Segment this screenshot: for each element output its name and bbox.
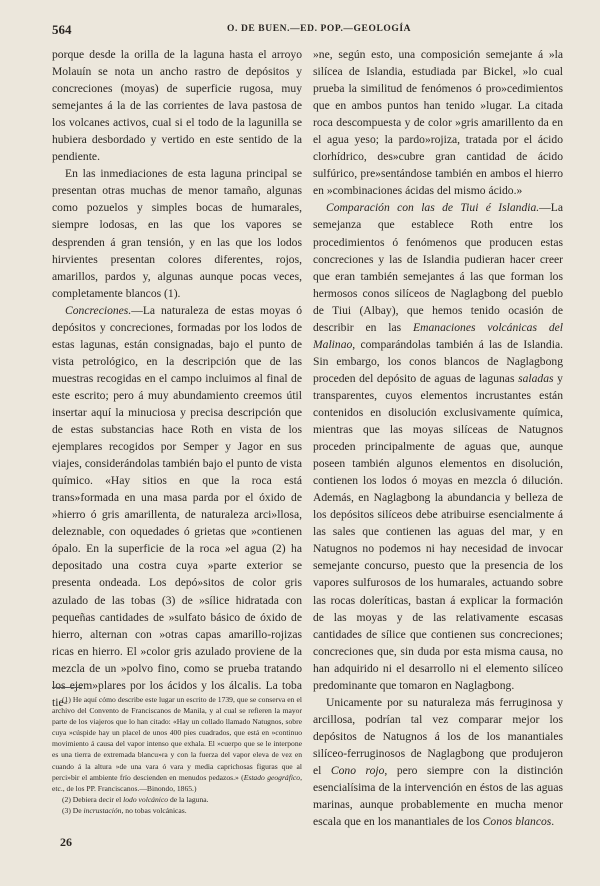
right-column [313,46,563,830]
footnotes [52,694,302,816]
left-column [52,46,302,711]
paragraph: »ne, según esto, una composición semejante á »la silícea de Islandia, estudiada par Bickel, »lo cual prueba la similitud de fenómenos ó pro»cedimientos que en ambos puntos han tenido »lugar. La citada roca descompuesta y de color »gris amarillento da en el agua yeso; la pardo»rojiza, tratada por el ácido clorhídrico, des»cubre gran cantidad de ácido sulfúrico, pre»sentándose también en ambos el hierro en »combinaciones ácidas del mismo ácido.» [313,48,563,198]
section-title: Concreciones. [65,303,132,317]
footnote: (2) Debiera decir el lodo volcánico de la laguna. [62,794,209,804]
paragraph: En las inmediaciones de esta laguna principal se presentan otras muchas de menor tamaño, algunas como pozuelos y simples bocas de humarales, siempre lodosas, en las que los vapores se desprenden á gran tensión, y en las que los lodos hirvientes presentan colores diferentes, rojos, amarillos, pardos y, algunas aunque pocas veces, completamente blancos (1). [52,167,302,300]
running-head: O. DE BUEN.—ED. POP.—GEOLOGÍA [227,24,412,34]
page-header [52,22,562,40]
paragraph: Unicamente por su naturaleza más ferruginosa y arcillosa, podrían tal vez comparar mejor los depósitos de Natugnos á los de los manantiales silíceo-ferruginosos de Naglagbong que produjeron el Cono rojo, pero siempre con la distinción esencialísima de la intervención en éstos de las aguas marinas, aunque probablemente en mucha menor escala que en los manantiales de los Conos blancos. [313,695,564,829]
paragraph: Concreciones.—La naturaleza de estas moyas ó depósitos y concreciones, formadas por los lodos de estas lagunas, están consignadas, bajo el punto de vista petrológico, en la descripción que de las muestras recogidas en el campo incluimos al final de este escrito; pero á muy abundamiento creemos útil insertar aquí la minuciosa y precisa descripción que de estas substancias hace Roth en vista de los ejemplares recogidos por Semper y Jagor en sus viajes, considerándolas también bajo el punto de vista químico. «Hay sitios en que la roca está trans»formada en una masa parda por el óxido de »hierro ó gris amarillenta, de naturaleza arci»llosa, deleznable, con oquedades ó grietas que »contienen ópalo. En la superficie de la roca »el agua (2) ha depositado una costra cuya »parte exterior se presenta ondeada. Los depó»sitos de color gris azulado de las tobas (3) de »sílice hidratada con pequeñas cantidades de »sulfato básico de óxido de hierro, alternan con »otras capas amarillo-rojizas ricas en hierro. El »color gris azulado proviene de la mezcla de un »polvo fino, como se prueba tratando los ejem»plares por los ácidos y los álcalis. La toba tie- [52,303,302,709]
paragraph: porque desde la orilla de la laguna hasta el arroyo Molauín se nota un ancho rastro de depósitos y concreciones (moyas) de superficie rugosa, muy semejantes á la de las corrientes de lava pastosa de los volcanes activos, cual si el todo de la lagunilla se hubiera desbordado y vertido en este sentido de la pendiente. [52,48,302,164]
paragraph: Comparación con las de Tiui é Islandia.—La semejanza que establece Roth entre los procedimientos ó fenómenos que producen estas concreciones y las de Islandia pudieran hacer creer que eran también semejantes á las que forman los hermosos conos silíceos de Naglagbong del pueblo de Tiui (Albay), que hemos tenido ocasión de describir en las Emanaciones volcánicas del Malinao, comparándolas también á las de Islandia. Sin embargo, los conos blancos de Naglagbong proceden del depósito de aguas de lagunas saladas y transparentes, cuyos elementos incrustantes están contenidos en disolución exclusivamente química, mientras que las moyas silíceas de Natugnos proceden principalmente de aguas que, aunque poseen también algunos elementos en disolución, contienen los lodos ó moyas en mezcla ó dilución. Además, en Naglagbong la abundancia y belleza de los depósitos silíceos debe atribuirse esencialmente á las sales que contienen las aguas del mar, y en Natugnos no podemos ni hay necesidad de invocar semejante concurso, puesto que la presencia de los vapores sulfurosos de los humarales, actuando sobre las rocas doleríticas, bastan á explicar la formación de las moyas y de las relativamente escasas cantidades de sílice que contienen sus concreciones; concreciones que, sin duda por esta misma causa, no han adquirido ni el desarrollo ni el elemento silíceo predominante que tomaron en Naglagbong. [313,201,563,692]
page-number: 564 [52,22,72,37]
footnote: (1) He aquí cómo describe este lugar un escrito de 1739, que se conserva en el archivo del Convento de Franciscanos de Manila, y al cual se refieren la mayor parte de los viajeros que lo han citado: «Hay un collado llamado Natugnos, sobre cuya »cúspide hay un placel de unos 400 pies cuadrados, que está en »continuo movimiento á causa del vapor intenso que exhala. El »cuerpo que se le interpone es una tierra de extremada blancu»ra y con la fuerza del vapor eleva de vez en cuando á la altura »de una vara ó vara y media caprichosas figuras que al perci»bir el ambiente frío descienden en menudos pedazos.» (Estado geográfico, etc., de los PP. Franciscanos.—Binondo, 1865.) [52,695,302,793]
footnote-rule [52,687,82,688]
signature-mark: 26 [60,835,72,849]
footnote: (3) De incrustación, no tobas volcánicas. [62,805,187,815]
section-title: Comparación con las de Tiui é Islandia. [326,201,540,215]
